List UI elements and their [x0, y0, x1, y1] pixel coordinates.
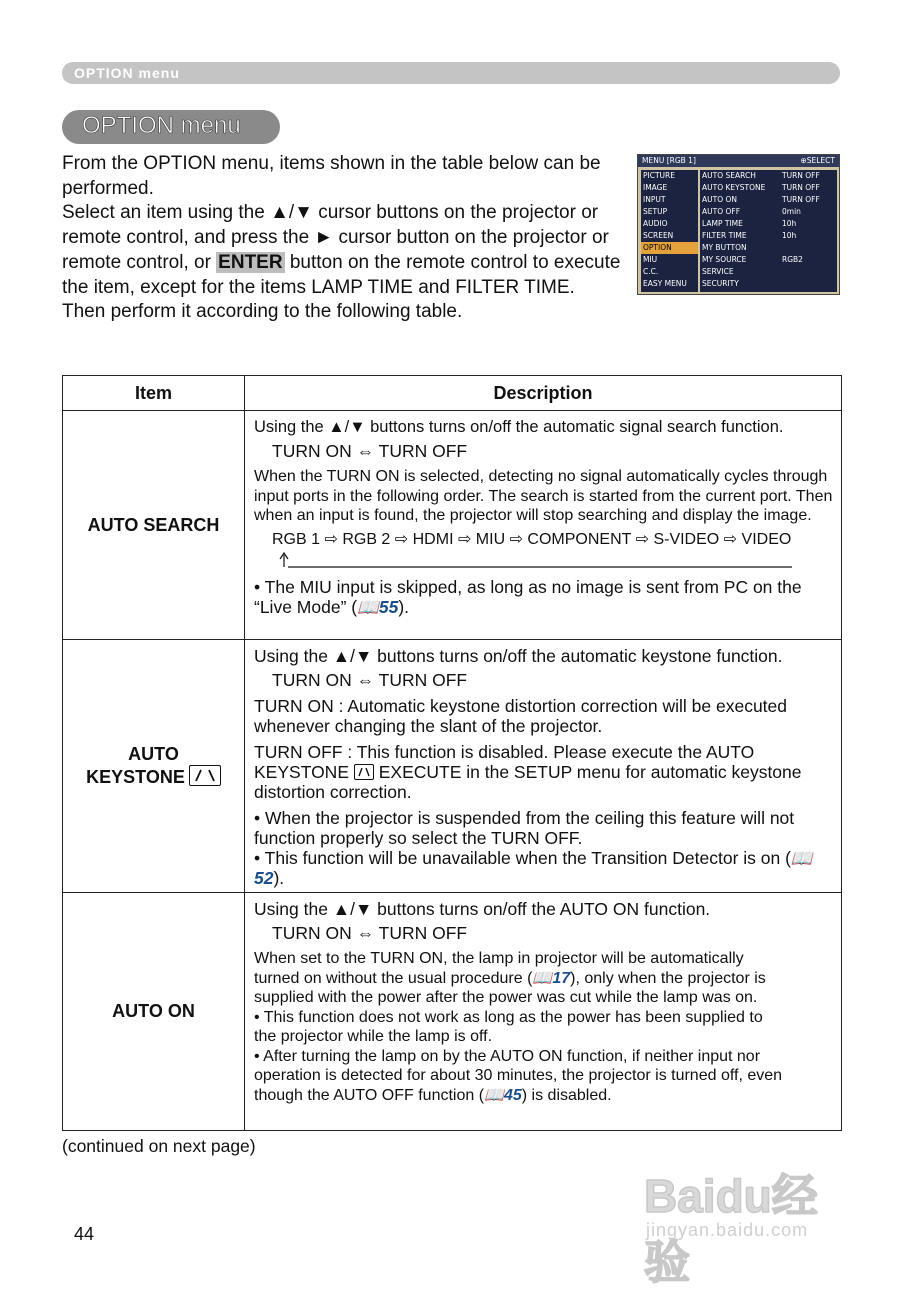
osd-option-item: AUTO KEYSTONE TURN OFF — [702, 183, 820, 192]
desc-auto-search — [245, 411, 842, 640]
osd-menu-screenshot — [637, 154, 840, 295]
col-header-description: Description — [245, 376, 842, 411]
osd-option-item: SECURITY — [702, 279, 739, 288]
osd-menu-item: AUDIO — [643, 219, 668, 228]
osd-menu-list — [641, 170, 698, 292]
osd-menu-item: C.C. — [643, 267, 659, 276]
desc-auto-on — [245, 893, 842, 1131]
osd-option-item: LAMP TIME 10h — [702, 219, 797, 228]
cycle-return-arrow — [272, 551, 792, 571]
book-icon: 📖 — [484, 1086, 504, 1104]
auto-on-note1: • This function does not work as long as the power has been supplied to the projector while the lamp is off. — [254, 1008, 763, 1045]
enter-key-label: ENTER — [218, 251, 283, 273]
table-row — [63, 411, 842, 640]
auto-keystone-line1: Using the ▲/▼ buttons turns on/off the automatic keystone function. — [254, 646, 783, 666]
auto-keystone-line2: TURN ON : Automatic keystone distortion correction will be executed whenever changing the slant of the projector. — [254, 696, 787, 736]
intro-paragraph — [62, 152, 622, 325]
watermark-brand: Baidu经验 — [644, 1170, 818, 1288]
item-auto-keystone: AUTO KEYSTONE — [63, 640, 245, 893]
osd-menu-item: EASY MENU — [643, 279, 687, 288]
watermark-logo — [640, 1152, 860, 1288]
table-row — [63, 893, 842, 1131]
osd-menu-item: PICTURE — [643, 171, 675, 180]
book-icon: 📖 — [790, 848, 813, 868]
col-header-item: Item — [63, 376, 245, 411]
osd-title-bar — [638, 155, 839, 167]
auto-search-line2: When the TURN ON is selected, detecting no signal automatically cycles through input ports in the following order. The search is started from the current port. Then when an input is found, the projector will stop searching and display the image. — [254, 468, 833, 524]
osd-select-hint: ⊕SELECT — [800, 156, 835, 165]
page-number: 44 — [74, 1224, 95, 1244]
auto-keystone-note1: • When the projector is suspended from the ceiling this feature will not function properly so select the TURN OFF. — [254, 808, 795, 848]
section-title — [62, 110, 280, 144]
auto-on-line1: Using the ▲/▼ buttons turns on/off the AUTO ON function. — [254, 899, 711, 919]
auto-on-line2: When set to the TURN ON, the lamp in projector will be automatically turned on without the usual procedure (📖17), only when the projector is supplied with the power after the power was cut while the lamp was on. — [254, 950, 766, 1006]
osd-menu-item: INPUT — [643, 195, 666, 204]
osd-option-item: AUTO OFF 0min — [702, 207, 801, 216]
auto-search-cycle: RGB 1 ⇨ RGB 2 ⇨ HDMI ⇨ MIU ⇨ COMPONENT ⇨ S-VIDEO ⇨ VIDEO — [272, 530, 792, 548]
desc-auto-keystone — [245, 640, 842, 893]
book-icon: 📖 — [532, 969, 553, 987]
osd-option-item: AUTO ON TURN OFF — [702, 195, 820, 204]
table-row — [63, 640, 842, 893]
auto-on-toggle: TURN ON ⇔ TURN OFF — [272, 923, 468, 943]
book-icon: 📖 — [357, 597, 379, 617]
keystone-icon — [354, 764, 374, 780]
auto-search-toggle: TURN ON ⇔ TURN OFF — [272, 441, 468, 461]
auto-on-note2: • After turning the lamp on by the AUTO ON function, if neither input nor operation is detected for about 30 minutes, the projector is turned off, even though the AUTO OFF function (📖45) is disabled. — [254, 1047, 783, 1104]
auto-search-note: • The MIU input is skipped, as long as no image is sent from PC on the “Live Mode” (📖55). — [254, 577, 802, 617]
osd-title: MENU [RGB 1] — [642, 156, 696, 165]
auto-search-line1: Using the ▲/▼ buttons turns on/off the automatic signal search function. — [254, 418, 784, 436]
keystone-icon — [189, 765, 221, 786]
osd-option-item: MY SOURCE RGB2 — [702, 255, 803, 264]
osd-option-item: SERVICE — [702, 267, 734, 276]
intro-line-1: From the OPTION menu, items shown in the table below can be performed. — [62, 153, 601, 199]
auto-keystone-toggle: TURN ON ⇔ TURN OFF — [272, 670, 468, 690]
auto-keystone-line3: TURN OFF : This function is disabled. Please execute the AUTO KEYSTONE EXECUTE in the SETUP menu for automatic keystone distortion correction. — [254, 742, 802, 802]
auto-keystone-note2: • This function will be unavailable when the Transition Detector is on (📖52). — [254, 848, 813, 888]
section-title-text: OPTION menu — [82, 112, 241, 139]
osd-option-item: FILTER TIME 10h — [702, 231, 797, 240]
table-header-row — [63, 376, 842, 411]
osd-menu-item: OPTION — [641, 242, 698, 254]
continued-note: (continued on next page) — [62, 1136, 256, 1156]
osd-option-item: MY BUTTON — [702, 243, 747, 252]
intro-line-2: Select an item using the ▲/▼ cursor buttons on the projector or remote control, and press the ► cursor button on the projector or remote control, or ENTER button on the remote control to execute the item, except for the items LAMP TIME and FILTER TIME. Then perform it according to the following table. — [62, 202, 621, 323]
osd-option-item: AUTO SEARCH TURN OFF — [702, 171, 820, 180]
running-header — [62, 62, 840, 84]
item-auto-search: AUTO SEARCH — [63, 411, 245, 640]
watermark-url: jingyan.baidu.com — [646, 1220, 809, 1240]
osd-menu-item: SETUP — [643, 207, 668, 216]
osd-option-list — [700, 170, 837, 292]
running-header-label: OPTION menu — [74, 65, 180, 81]
option-table — [62, 375, 842, 1131]
osd-menu-item: MIU — [643, 255, 658, 264]
osd-menu-item: SCREEN — [643, 231, 674, 240]
item-auto-on: AUTO ON — [63, 893, 245, 1131]
osd-menu-item: IMAGE — [643, 183, 668, 192]
